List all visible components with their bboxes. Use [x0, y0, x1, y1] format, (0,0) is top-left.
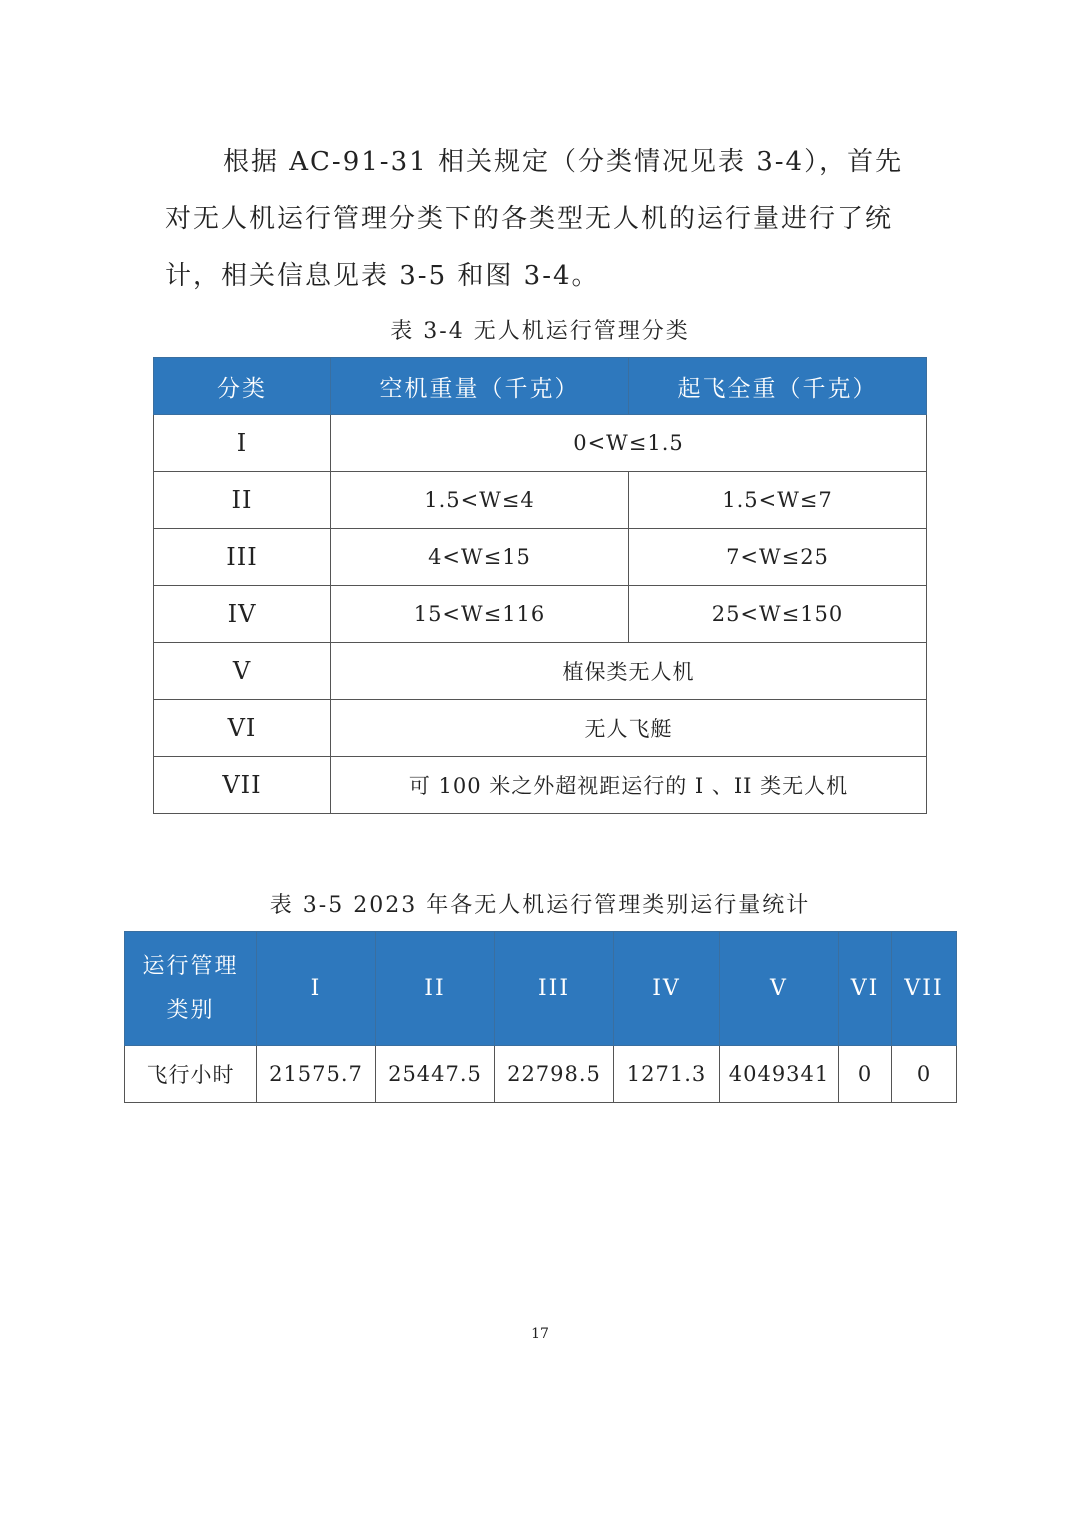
- table-row: [154, 700, 927, 757]
- value-cell: 21575.7: [257, 1046, 376, 1103]
- table-row: [154, 757, 927, 814]
- class-cell: I: [154, 415, 331, 472]
- description-cell: 植保类无人机: [331, 643, 927, 700]
- page-number: 17: [531, 1326, 549, 1342]
- table-row: [125, 1046, 957, 1103]
- class-cell: III: [154, 529, 331, 586]
- header-category: V: [720, 932, 839, 1046]
- table-row: [154, 643, 927, 700]
- row-label: 飞行小时: [125, 1046, 257, 1103]
- header-category-label-line2: 类别: [166, 997, 215, 1023]
- takeoff-weight-cell: 7<W≤25: [629, 529, 927, 586]
- empty-weight-cell: 15<W≤116: [331, 586, 629, 643]
- table-row: [154, 415, 927, 472]
- header-empty-weight: 空机重量（千克）: [331, 358, 629, 415]
- table-header-row: [125, 932, 957, 1046]
- weight-range-cell: 0<W≤1.5: [331, 415, 927, 472]
- table-row: [154, 586, 927, 643]
- header-category: IV: [614, 932, 720, 1046]
- empty-weight-cell: 4<W≤15: [331, 529, 629, 586]
- header-category-label-line1: 运行管理: [142, 953, 239, 979]
- table-row: [154, 472, 927, 529]
- header-category: VII: [892, 932, 957, 1046]
- value-cell: 0: [839, 1046, 892, 1103]
- table-3-5-caption: 表 3-5 2023 年各无人机运行管理类别运行量统计: [269, 893, 811, 918]
- value-cell: 1271.3: [614, 1046, 720, 1103]
- empty-weight-cell: 1.5<W≤4: [331, 472, 629, 529]
- description-cell: 可 100 米之外超视距运行的 I 、II 类无人机: [331, 757, 927, 814]
- uav-classification-table: [153, 357, 927, 814]
- table-header-row: [154, 358, 927, 415]
- body-paragraph: 根据 AC-91-31 相关规定（分类情况见表 3-4），首先对无人机运行管理分类下的各类型无人机的运行量进行了统计，相关信息见表 3-5 和图 3-4。: [165, 147, 904, 291]
- header-category: I: [257, 932, 376, 1046]
- table-row: [154, 529, 927, 586]
- header-category: III: [495, 932, 614, 1046]
- value-cell: 0: [892, 1046, 957, 1103]
- value-cell: 4049341: [720, 1046, 839, 1103]
- takeoff-weight-cell: 25<W≤150: [629, 586, 927, 643]
- header-category-label: [125, 932, 257, 1046]
- class-cell: IV: [154, 586, 331, 643]
- class-cell: VII: [154, 757, 331, 814]
- flight-hours-table: [124, 931, 957, 1103]
- takeoff-weight-cell: 1.5<W≤7: [629, 472, 927, 529]
- header-class: 分类: [154, 358, 331, 415]
- header-category: VI: [839, 932, 892, 1046]
- value-cell: 22798.5: [495, 1046, 614, 1103]
- description-cell: 无人飞艇: [331, 700, 927, 757]
- table-3-4-caption: 表 3-4 无人机运行管理分类: [390, 319, 690, 344]
- class-cell: V: [154, 643, 331, 700]
- value-cell: 25447.5: [376, 1046, 495, 1103]
- header-takeoff-weight: 起飞全重（千克）: [629, 358, 927, 415]
- class-cell: VI: [154, 700, 331, 757]
- class-cell: II: [154, 472, 331, 529]
- header-category: II: [376, 932, 495, 1046]
